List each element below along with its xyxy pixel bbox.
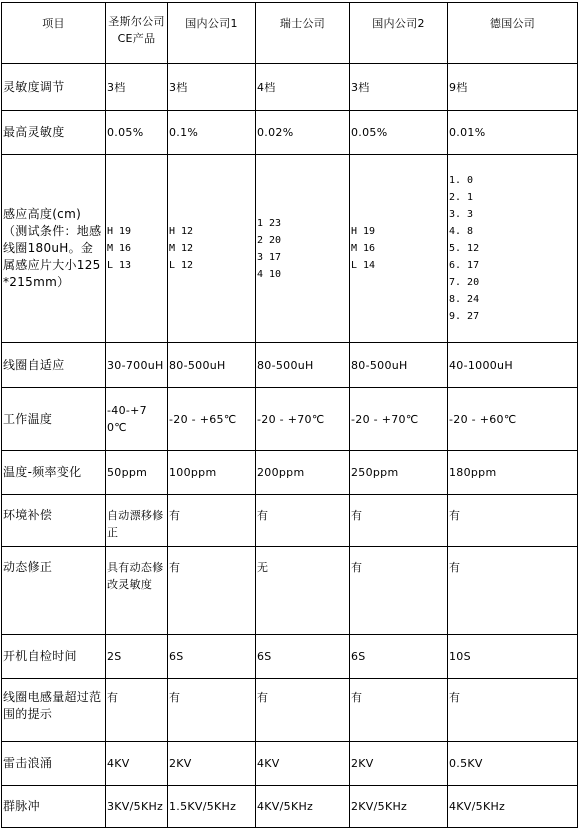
table-cell: 80-500uH — [256, 343, 350, 388]
table-cell: 4KV/5KHz — [448, 786, 578, 828]
table-cell: 有 — [448, 679, 578, 742]
table-cell: 有 — [168, 547, 256, 635]
table-cell: 200ppm — [256, 451, 350, 495]
table-cell: 3档 — [168, 64, 256, 111]
header-domestic-2: 国内公司2 — [350, 3, 448, 64]
cell-line: H 19 — [107, 226, 132, 237]
table-cell: 4KV — [256, 742, 350, 786]
table-cell: 2KV/5KHz — [350, 786, 448, 828]
table-cell: 6S — [256, 635, 350, 679]
table-cell: 10S — [448, 635, 578, 679]
table-row — [2, 547, 578, 635]
table-cell: 9档 — [448, 64, 578, 111]
cell-line: 2. 1 — [449, 192, 474, 203]
row-label: 感应高度(cm)（测试条件：地感线圈180uH。金属感应片大小125*215mm） — [2, 155, 106, 343]
row-label: 线圈自适应 — [2, 343, 106, 388]
header-sensor-ce-product: 圣斯尔公司CE产品 — [106, 3, 168, 64]
table-row — [2, 343, 578, 388]
table-cell: 有 — [448, 495, 578, 547]
cell-line: H 19 — [351, 226, 376, 237]
table-cell: 180ppm — [448, 451, 578, 495]
table-cell: 80-500uH — [168, 343, 256, 388]
cell-line: M 16 — [107, 243, 132, 254]
table-cell: -20 - +70℃ — [350, 388, 448, 451]
table-cell: 无 — [256, 547, 350, 635]
table-row — [2, 635, 578, 679]
table-cell: 50ppm — [106, 451, 168, 495]
row-label: 线圈电感量超过范围的提示 — [2, 679, 106, 742]
row-label: 灵敏度调节 — [2, 64, 106, 111]
table-cell: -40-+70℃ — [106, 388, 168, 451]
table-cell: 6S — [168, 635, 256, 679]
table-cell: -20 - +60℃ — [448, 388, 578, 451]
header-german: 德国公司 — [448, 3, 578, 64]
cell-line: 7. 20 — [449, 277, 480, 288]
comparison-table — [1, 2, 578, 828]
row-label: 最高灵敏度 — [2, 111, 106, 155]
table-cell: 4KV/5KHz — [256, 786, 350, 828]
row-label: 雷击浪涌 — [2, 742, 106, 786]
table-cell: 100ppm — [168, 451, 256, 495]
cell-line: 5. 12 — [449, 243, 480, 254]
header-row — [2, 3, 578, 64]
header-swiss: 瑞士公司 — [256, 3, 350, 64]
table-cell: 0.05% — [350, 111, 448, 155]
cell-line: 8. 24 — [449, 294, 480, 305]
cell-line: L 14 — [351, 260, 376, 271]
table-cell: 1.5KV/5KHz — [168, 786, 256, 828]
table-cell: 2KV — [168, 742, 256, 786]
cell-line: M 16 — [351, 243, 376, 254]
cell-line: L 12 — [169, 260, 194, 271]
table-cell: 有 — [256, 495, 350, 547]
cell-line: 1. 0 — [449, 175, 474, 186]
table-row — [2, 451, 578, 495]
row-label: 动态修正 — [2, 547, 106, 635]
table-cell: 30-700uH — [106, 343, 168, 388]
table-cell — [256, 155, 350, 343]
table-cell — [350, 155, 448, 343]
table-cell: 0.05% — [106, 111, 168, 155]
table-cell: 4KV — [106, 742, 168, 786]
table-cell: 6S — [350, 635, 448, 679]
header-item: 项目 — [2, 3, 106, 64]
table-cell: 自动漂移修正 — [106, 495, 168, 547]
header-domestic-1: 国内公司1 — [168, 3, 256, 64]
table-cell: 有 — [350, 495, 448, 547]
table-cell: 250ppm — [350, 451, 448, 495]
table-cell: -20 - +65℃ — [168, 388, 256, 451]
cell-line: M 12 — [169, 243, 194, 254]
cell-line: 9. 27 — [449, 311, 480, 322]
table-cell: 有 — [106, 679, 168, 742]
table-cell: 40-1000uH — [448, 343, 578, 388]
table-cell: 有 — [448, 547, 578, 635]
table-row — [2, 679, 578, 742]
table-cell: -20 - +70℃ — [256, 388, 350, 451]
table-row — [2, 64, 578, 111]
table-cell: 3KV/5KHz — [106, 786, 168, 828]
cell-line: 4. 8 — [449, 226, 474, 237]
row-label: 温度-频率变化 — [2, 451, 106, 495]
table-cell — [448, 155, 578, 343]
table-cell: 3档 — [106, 64, 168, 111]
table-cell: 0.5KV — [448, 742, 578, 786]
table-cell: 80-500uH — [350, 343, 448, 388]
table-cell: 4档 — [256, 64, 350, 111]
table-cell: 3档 — [350, 64, 448, 111]
cell-line: 3 17 — [257, 251, 282, 263]
table-cell — [168, 155, 256, 343]
cell-line: H 12 — [169, 226, 194, 237]
table-cell: 0.1% — [168, 111, 256, 155]
table-row — [2, 786, 578, 828]
table-row — [2, 155, 578, 343]
table-row — [2, 742, 578, 786]
table-cell: 有 — [350, 547, 448, 635]
table-cell: 2S — [106, 635, 168, 679]
table-cell: 有 — [350, 679, 448, 742]
row-label: 群脉冲 — [2, 786, 106, 828]
cell-line: 2 20 — [257, 234, 282, 246]
row-label: 工作温度 — [2, 388, 106, 451]
table-cell: 0.02% — [256, 111, 350, 155]
table-cell: 有 — [256, 679, 350, 742]
table-cell: 有 — [168, 495, 256, 547]
table-cell: 2KV — [350, 742, 448, 786]
cell-line: 4 10 — [257, 268, 282, 280]
cell-line: L 13 — [107, 260, 132, 271]
cell-line: 6. 17 — [449, 260, 480, 271]
table-cell — [106, 155, 168, 343]
table-row — [2, 111, 578, 155]
cell-line: 3. 3 — [449, 209, 474, 220]
table-cell: 具有动态修改灵敏度 — [106, 547, 168, 635]
cell-line: 1 23 — [257, 217, 282, 229]
table-cell: 有 — [168, 679, 256, 742]
table-row — [2, 388, 578, 451]
row-label: 开机自检时间 — [2, 635, 106, 679]
table-row — [2, 495, 578, 547]
row-label: 环境补偿 — [2, 495, 106, 547]
table-cell: 0.01% — [448, 111, 578, 155]
